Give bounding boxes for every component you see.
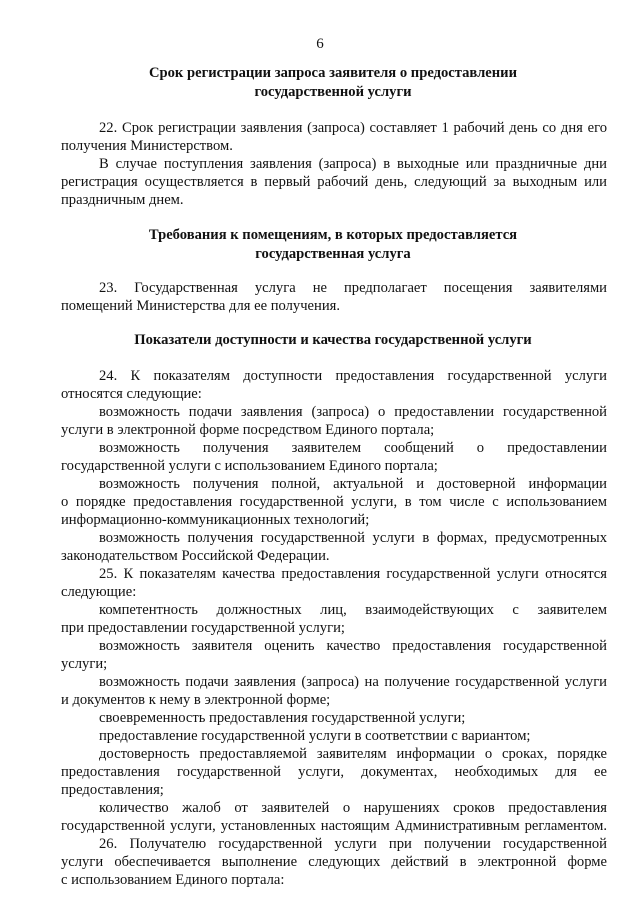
paragraph-line: информационно-коммуникационных технологий; — [61, 512, 370, 528]
paragraph-line: возможность заявителя оценить качество предоставления государственной — [99, 638, 607, 654]
paragraph-line: следующие: — [61, 584, 137, 600]
heading-line: Показатели доступности и качества государственной услуги — [134, 332, 532, 348]
paragraph-line: возможность подачи заявления (запроса) на получение государственной услуги — [99, 674, 607, 690]
paragraph-line: В случае поступления заявления (запроса) в выходные или праздничные дни — [99, 156, 607, 172]
paragraph-line: своевременность предоставления государственной услуги; — [99, 710, 466, 726]
paragraph-line: 25. К показателям качества предоставления государственной услуги относятся — [99, 566, 607, 582]
paragraph-line: услуги обеспечивается выполнение следующих действий в электронной форме — [61, 854, 607, 870]
paragraph-line: 22. Срок регистрации заявления (запроса) составляет 1 рабочий день со дня его — [99, 120, 607, 136]
paragraph-line: услуги; — [61, 656, 108, 672]
paragraph-line: при предоставлении государственной услуги; — [61, 620, 345, 636]
paragraph-line: праздничным днем. — [61, 192, 184, 208]
paragraph-line: о порядке предоставления государственной услуги, в том числе с использованием — [61, 494, 607, 510]
heading-line: Требования к помещениям, в которых предоставляется — [148, 227, 518, 243]
paragraph-line: компетентность должностных лиц, взаимодействующих с заявителем — [99, 602, 607, 618]
paragraph-line: количество жалоб от заявителей о нарушениях сроков предоставления — [99, 800, 607, 816]
paragraph-line: регистрация осуществляется в первый рабочий день, следующий за выходным или — [61, 174, 607, 190]
paragraph-line: достоверность предоставляемой заявителям информации о сроках, порядке — [99, 746, 607, 762]
paragraph-line: предоставления; — [61, 782, 164, 798]
paragraph-line: возможность подачи заявления (запроса) о предоставлении государственной — [99, 404, 607, 420]
paragraph-line: получения Министерством. — [61, 138, 233, 154]
paragraph-line: с использованием Единого портала: — [61, 872, 285, 888]
heading-line: Срок регистрации запроса заявителя о предоставлении — [148, 65, 517, 81]
paragraph-line: и документов к нему в электронной форме; — [61, 692, 331, 708]
paragraph-line: 24. К показателям доступности предоставления государственной услуги — [99, 368, 607, 384]
paragraph-line: предоставления государственной услуги, документах, необходимых для ее — [61, 764, 607, 780]
section-heading-accessibility-quality — [60, 331, 606, 350]
heading-line: государственная услуга — [255, 246, 411, 262]
heading-line: государственной услуги — [254, 84, 412, 100]
paragraph-line: возможность получения государственной услуги в формах, предусмотренных — [99, 530, 607, 546]
paragraph-line: предоставление государственной услуги в соответствии с вариантом; — [99, 728, 531, 744]
section-heading-registration-term — [60, 64, 606, 102]
paragraph-line: помещений Министерства для ее получения. — [61, 298, 341, 314]
paragraph-line: возможность получения полной, актуальной и достоверной информации — [99, 476, 607, 492]
paragraph-line: государственной услуги, установленных настоящим Административным регламентом. — [61, 818, 607, 834]
paragraph-line: законодательством Российской Федерации. — [61, 548, 330, 564]
section-heading-premises-requirements — [60, 226, 606, 264]
page-number: 6 — [316, 36, 324, 52]
paragraph-line: услуги в электронной форме посредством Единого портала; — [61, 422, 435, 438]
paragraph-line: 26. Получателю государственной услуги при получении государственной — [99, 836, 607, 852]
paragraph-line: возможность получения заявителем сообщений о предоставлении — [99, 440, 607, 456]
paragraph-line: относятся следующие: — [61, 386, 202, 402]
paragraph-line: государственной услуги с использованием Единого портала; — [61, 458, 438, 474]
paragraph-line: 23. Государственная услуга не предполагает посещения заявителями — [99, 280, 607, 296]
